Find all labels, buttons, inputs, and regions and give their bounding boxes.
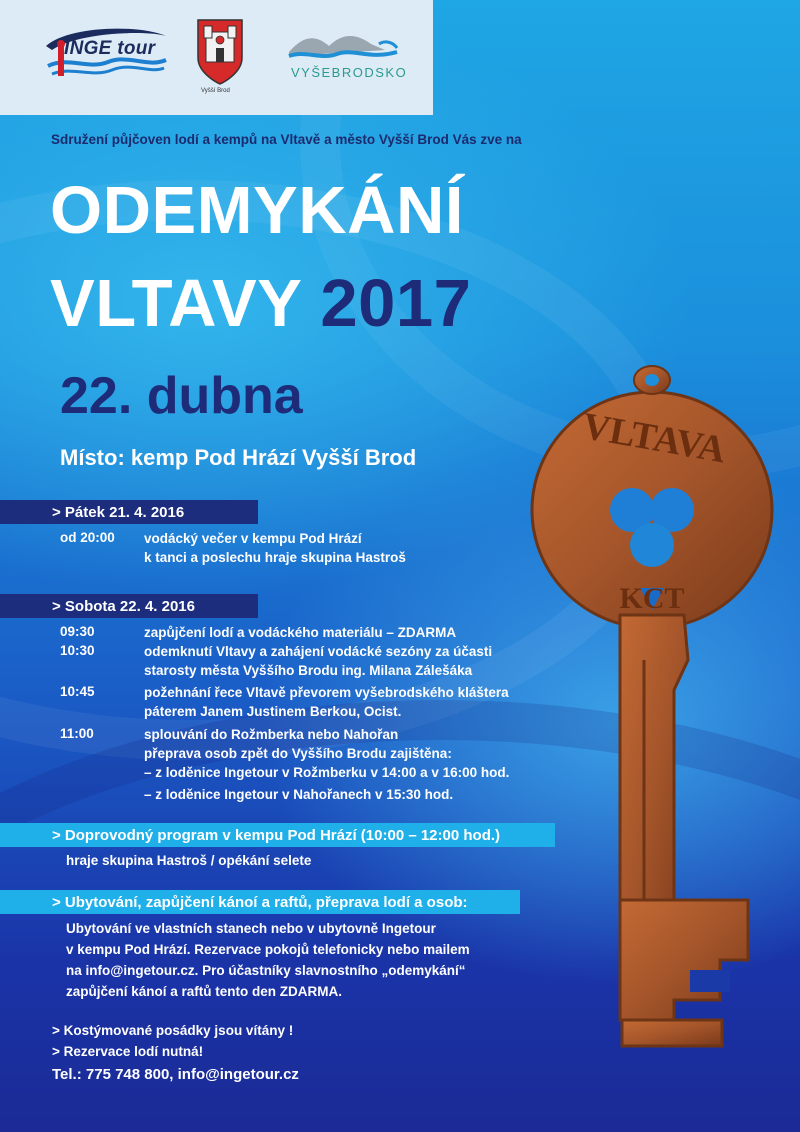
- event-line: požehnání řece Vltavě převorem vyšebrodského kláštera: [144, 685, 509, 700]
- event-line: páterem Janem Justinem Berkou, Ocist.: [144, 704, 402, 719]
- crest-caption: Vyšší Brod: [201, 88, 230, 94]
- event-line: splouvání do Rožmberka nebo Nahořan: [144, 727, 399, 742]
- event-date: 22. dubna: [60, 367, 303, 425]
- event-time: 09:30: [60, 624, 95, 639]
- key-inscription-bottom: KCT: [619, 582, 685, 615]
- vysebrodsko-logo: [285, 28, 405, 64]
- key-inscription-top: VLTAVA: [579, 404, 729, 472]
- saturday-header: > Sobota 22. 4. 2016: [0, 594, 258, 618]
- wooden-key-icon: [520, 360, 780, 1080]
- friday-line-2: k tanci a poslechu hraje skupina Hastroš: [144, 550, 406, 565]
- footer-reservation-note: > Rezervace lodí nutná!: [52, 1044, 204, 1059]
- friday-header: > Pátek 21. 4. 2016: [0, 500, 258, 524]
- lodging-header: > Ubytování, zapůjčení kánoí a raftů, přeprava lodí a osob:: [0, 890, 520, 914]
- lodging-line: Ubytování ve vlastních stanech nebo v ubytovně Ingetour: [66, 921, 436, 936]
- event-time: 10:30: [60, 643, 95, 658]
- program-header: > Doprovodný program v kempu Pod Hrází (10:00 – 12:00 hod.): [0, 823, 555, 847]
- event-line: – z loděnice Ingetour v Rožmberku v 14:00 a v 16:00 hod.: [144, 765, 510, 780]
- inge-tour-text: İNGE tour: [64, 38, 156, 59]
- event-time: 10:45: [60, 684, 95, 699]
- event-place: Místo: kemp Pod Hrází Vyšší Brod: [60, 445, 417, 470]
- logo-bar: [0, 0, 433, 115]
- title-year: 2017: [320, 266, 472, 341]
- invitation-line: Sdružení půjčoven lodí a kempů na Vltavě a město Vyšší Brod Vás zve na: [51, 132, 522, 147]
- lodging-line: zapůjčení kánoí a raftů tento den ZDARMA.: [66, 984, 343, 999]
- program-text: hraje skupina Hastroš / opékání selete: [66, 853, 312, 868]
- vysebrodsko-text: VYŠEBRODSKO: [291, 65, 408, 80]
- footer-costume-note: > Kostýmované posádky jsou vítány !: [52, 1023, 294, 1038]
- event-time: 11:00: [60, 726, 94, 741]
- event-line: zapůjčení lodí a vodáckého materiálu – ZDARMA: [144, 625, 457, 640]
- friday-time: od 20:00: [60, 530, 115, 545]
- event-line: – z loděnice Ingetour v Nahořanech v 15:30 hod.: [144, 787, 454, 802]
- lodging-line: na info@ingetour.cz. Pro účastníky slavnostního „odemykání“: [66, 963, 466, 978]
- event-line: starosty města Vyššího Brodu ing. Milana Zálešáka: [144, 663, 473, 678]
- title-line-2: [50, 266, 472, 341]
- event-line: odemknutí Vltavy a zahájení vodácké sezóny za účasti: [144, 644, 493, 659]
- friday-line-1: vodácký večer v kempu Pod Hrází: [144, 531, 362, 546]
- lodging-line: v kempu Pod Hrází. Rezervace pokojů telefonicky nebo mailem: [66, 942, 470, 957]
- title-word: VLTAVY: [50, 266, 302, 341]
- vyssi-brod-crest-icon: [196, 18, 244, 86]
- title-line-1: ODEMYKÁNÍ: [50, 173, 464, 248]
- footer-contact[interactable]: Tel.: 775 748 800, info@ingetour.cz: [52, 1066, 299, 1083]
- event-line: přeprava osob zpět do Vyššího Brodu zajištěna:: [144, 746, 452, 761]
